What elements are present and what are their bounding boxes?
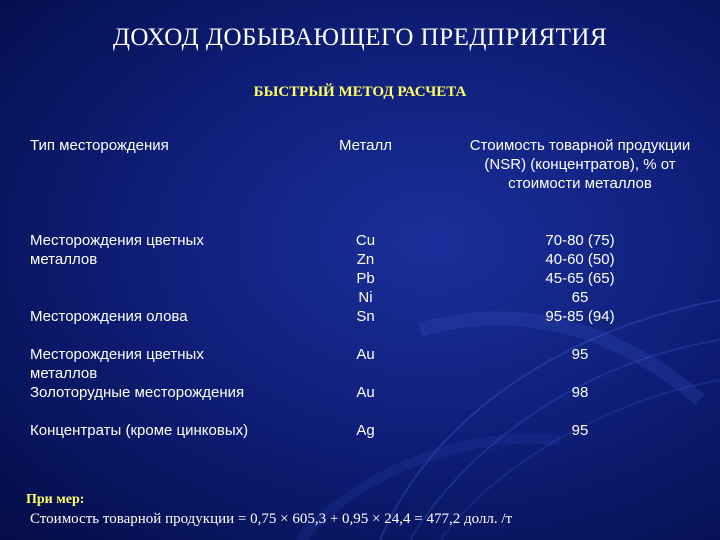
table-cell-metal: Cu <box>355 232 376 249</box>
header-nsr: Стоимость товарной продукции (NSR) (концентратов), % от стоимости металлов <box>469 137 691 192</box>
table-cell-metal: Ni <box>358 289 373 306</box>
table-cell-metal: Pb <box>356 270 375 287</box>
table-cell-type: Месторождения цветных металлов <box>30 232 204 268</box>
table-cell-type: Золоторудные месторождения <box>30 384 245 401</box>
table-cell-metal: Ag <box>356 422 375 439</box>
table-cell-nsr: 70-80 (75) <box>545 232 615 249</box>
page-title: ДОХОД ДОБЫВАЮЩЕГО ПРЕДПРИЯТИЯ <box>112 24 608 51</box>
table-cell-nsr: 95 <box>571 346 589 363</box>
table-cell-nsr: 95 <box>571 422 589 439</box>
header-type: Тип месторождения <box>30 137 169 154</box>
table-cell-type: Концентраты (кроме цинковых) <box>30 422 249 439</box>
table-cell-type: Месторождения олова <box>30 308 188 325</box>
example-formula: Стоимость товарной продукции = 0,75 × 605,3 + 0,95 × 24,4 = 477,2 долл. /т <box>30 511 513 527</box>
table-cell-nsr: 65 <box>571 289 589 306</box>
page-subtitle: БЫСТРЫЙ МЕТОД РАСЧЕТА <box>253 84 467 100</box>
table-cell-nsr: 95-85 (94) <box>545 308 615 325</box>
table-cell-nsr: 40-60 (50) <box>545 251 615 268</box>
table-cell-metal: Au <box>356 384 375 401</box>
table-cell-metal: Zn <box>356 251 375 268</box>
header-metal: Металл <box>338 137 393 154</box>
table-cell-type: Месторождения цветных металлов <box>30 346 204 382</box>
table-cell-metal: Sn <box>356 308 375 325</box>
table-cell-nsr: 98 <box>571 384 589 401</box>
table-cell-nsr: 45-65 (65) <box>545 270 615 287</box>
example-label: При мер: <box>26 492 85 507</box>
table-cell-metal: Au <box>356 346 375 363</box>
